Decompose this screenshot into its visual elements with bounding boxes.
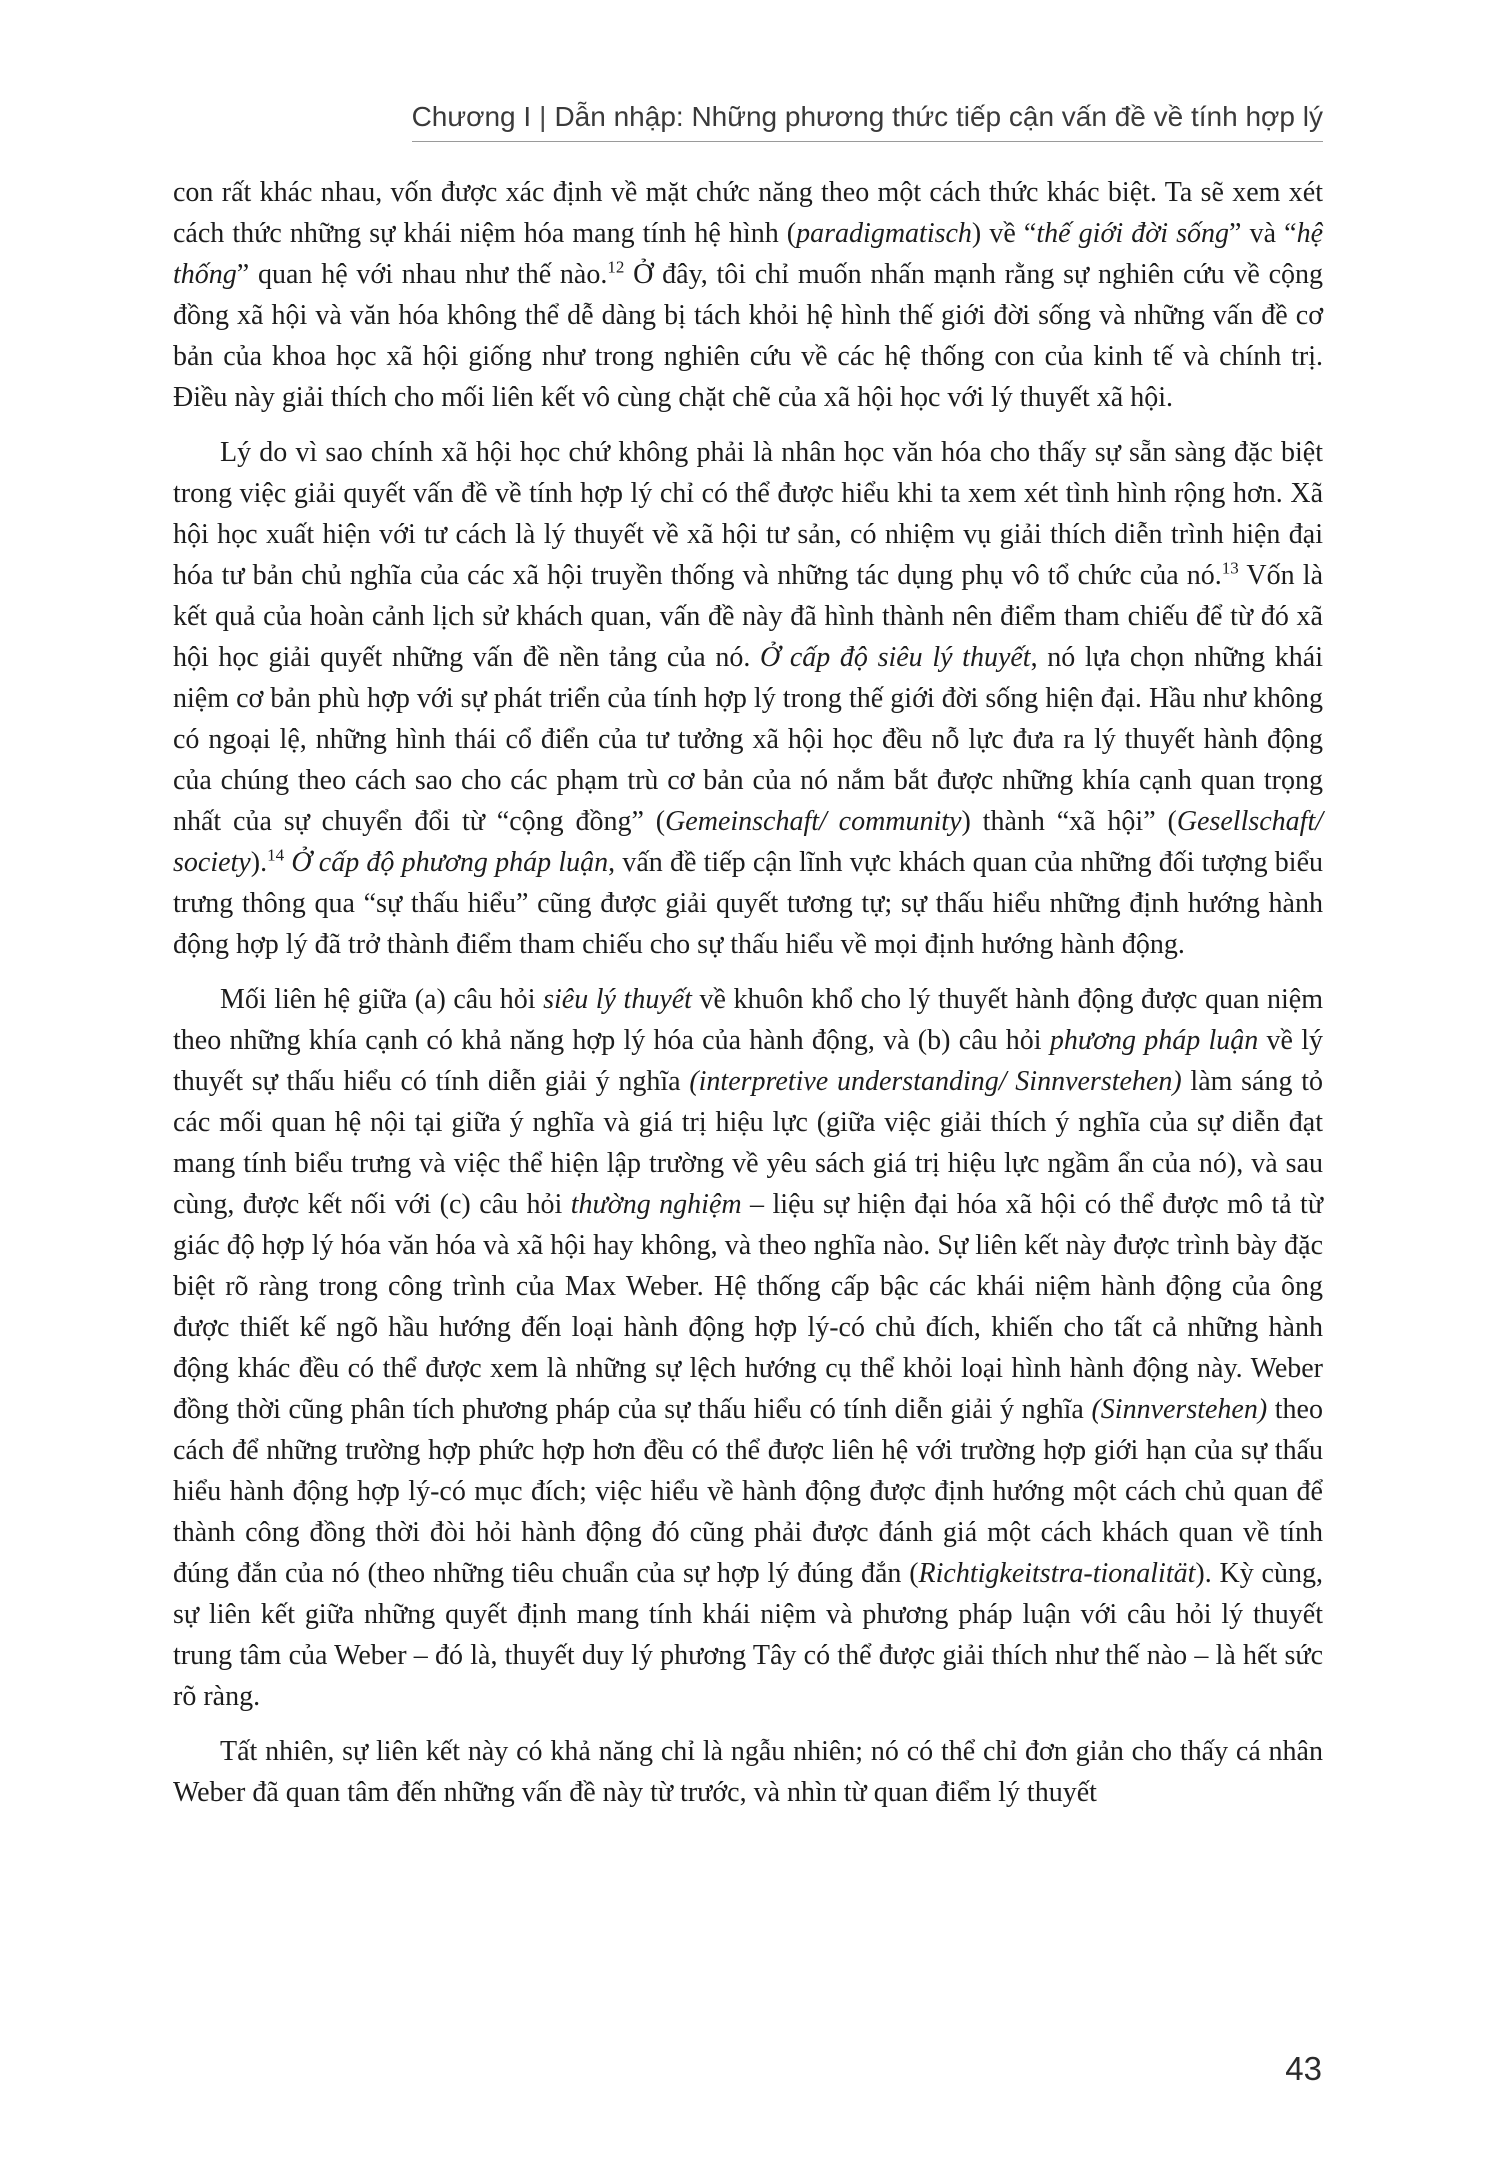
italic-text: Ở cấp độ phương pháp luận (291, 847, 609, 878)
italic-text: paradigmatisch (796, 218, 972, 249)
italic-text: phương pháp luận (1049, 1025, 1259, 1056)
footnote-ref: 14 (267, 845, 285, 865)
paragraph: con rất khác nhau, vốn được xác định về mặt chức năng theo một cách thức khác biệt. Ta sẽ xem xét cách thức những sự khái niệm hóa mang tính hệ hình (paradigmatisch) về “thế giới đời sống” và “hệ thống” quan hệ với nhau như thế nào.$^{12}$ Ở đây, tôi chỉ muốn nhấn mạnh rằng sự nghiên cứu về cộng đồng xã hội và văn hóa không thể dễ dàng bị tách khỏi hệ hình thế giới đời sống và những vấn đề cơ bản của khoa học xã hội giống như trong nghiên cứu về các hệ thống con của kinh tế và chính trị. Điều này giải thích cho mối liên kết vô cùng chặt chẽ của xã hội học với lý thuyết xã hội. (173, 177, 1324, 413)
italic-text: (interpretive understanding/ Sinnverstehen) (689, 1066, 1182, 1097)
paragraph: Mối liên hệ giữa (a) câu hỏi siêu lý thuyết về khuôn khổ cho lý thuyết hành động được quan niệm theo những khía cạnh có khả năng hợp lý hóa của hành động, và (b) câu hỏi phương pháp luận về lý thuyết sự thấu hiểu có tính diễn giải ý nghĩa (interpretive understanding/ Sinnverstehen) làm sáng tỏ các mối quan hệ nội tại giữa ý nghĩa và giá trị hiệu lực (giữa việc giải thích ý nghĩa của sự diễn đạt mang tính biểu trưng và việc thể hiện lập trường về yêu sách giá trị hiệu lực ngầm ẩn của nó), và sau cùng, được kết nối với (c) câu hỏi thường nghiệm – liệu sự hiện đại hóa xã hội có thể được mô tả từ giác độ hợp lý hóa văn hóa và xã hội hay không, và theo nghĩa nào. Sự liên kết này được trình bày đặc biệt rõ ràng trong công trình của Max Weber. Hệ thống cấp bậc các khái niệm hành động của ông được thiết kế ngõ hầu hướng đến loại hành động hợp lý-có chủ đích, khiến cho tất cả những hành động khác đều có thể được xem là những sự lệch hướng cụ thể khỏi loại hình hành động này. Weber đồng thời cũng phân tích phương pháp của sự thấu hiểu có tính diễn giải ý nghĩa (Sinnverstehen) theo cách để những trường hợp phức hợp hơn đều có thể được liên hệ với trường hợp giới hạn của sự thấu hiểu hành động hợp lý-có mục đích; việc hiểu về hành động được định hướng một cách chủ quan để thành công đồng thời đòi hỏi hành động đó cũng phải được đánh giá một cách khách quan về tính đúng đắn của nó (theo những tiêu chuẩn của sự hợp lý đúng đắn (Richtigkeitstra-tionalität). Kỳ cùng, sự liên kết giữa những quyết định mang tính khái niệm và phương pháp luận với câu hỏi lý thuyết trung tâm của Weber – đó là, thuyết duy lý phương Tây có thể được giải thích như thế nào – là hết sức rõ ràng. (173, 984, 1324, 1712)
running-head-chapter: Chương I (411, 101, 532, 132)
italic-text: siêu lý thuyết (543, 984, 692, 1015)
paragraph: Lý do vì sao chính xã hội học chứ không phải là nhân học văn hóa cho thấy sự sẵn sàng đặc biệt trong việc giải quyết vấn đề về tính hợp lý chỉ có thể được hiểu khi ta xem xét tình hình rộng hơn. Xã hội học xuất hiện với tư cách là lý thuyết về xã hội tư sản, có nhiệm vụ giải thích diễn trình hiện đại hóa tư bản chủ nghĩa của các xã hội truyền thống và những tác dụng phụ vô tổ chức của nó.$^{13}$ Vốn là kết quả của hoàn cảnh lịch sử khách quan, vấn đề này đã hình thành nên điểm tham chiếu để từ đó xã hội học giải quyết những vấn đề nền tảng của nó. Ở cấp độ siêu lý thuyết, nó lựa chọn những khái niệm cơ bản phù hợp với sự phát triển của tính hợp lý trong thế giới đời sống hiện đại. Hầu như không có ngoại lệ, những hình thái cổ điển của tư tưởng xã hội học đều nỗ lực đưa ra lý thuyết hành động của chúng theo cách sao cho các phạm trù cơ bản của nó nắm bắt được những khía cạnh quan trọng nhất của sự chuyển đổi từ “cộng đồng” (Gemeinschaft/ community) thành “xã hội” (Gesellschaft/ society).$^{14}$ Ở cấp độ phương pháp luận, vấn đề tiếp cận lĩnh vực khách quan của những đối tượng biểu trưng thông qua “sự thấu hiểu” cũng được giải quyết tương tự; sự thấu hiểu những định hướng hành động hợp lý đã trở thành điểm tham chiếu cho sự thấu hiểu về mọi định hướng hành động. (173, 437, 1324, 960)
italic-text: Gemeinschaft/ community (665, 806, 962, 837)
italic-text: hệ thống (173, 218, 1323, 290)
body-text (173, 172, 1323, 1827)
italic-text: (Sinnverstehen) (1091, 1394, 1268, 1425)
italic-text: Gesellschaft/ society (173, 806, 1324, 878)
footnote-ref: 12 (607, 257, 625, 277)
italic-text: thường nghiệm (570, 1189, 742, 1220)
running-head (173, 100, 1323, 142)
running-head-title: Dẫn nhập: Những phương thức tiếp cận vấn đề về tính hợp lý (554, 101, 1323, 132)
running-head-separator: | (539, 101, 547, 132)
page-number: 43 (1285, 2050, 1322, 2087)
running-head-text (412, 100, 1323, 142)
italic-text: thế giới đời sống (1036, 218, 1230, 249)
footnote-ref: 13 (1221, 558, 1239, 578)
paragraph: Tất nhiên, sự liên kết này có khả năng chỉ là ngẫu nhiên; nó có thể chỉ đơn giản cho thấy cá nhân Weber đã quan tâm đến những vấn đề này từ trước, và nhìn từ quan điểm lý thuyết (173, 1736, 1323, 1808)
italic-text: Richtigkeitstra-tionalität (918, 1558, 1196, 1589)
italic-text: Ở cấp độ siêu lý thuyết (760, 642, 1031, 673)
